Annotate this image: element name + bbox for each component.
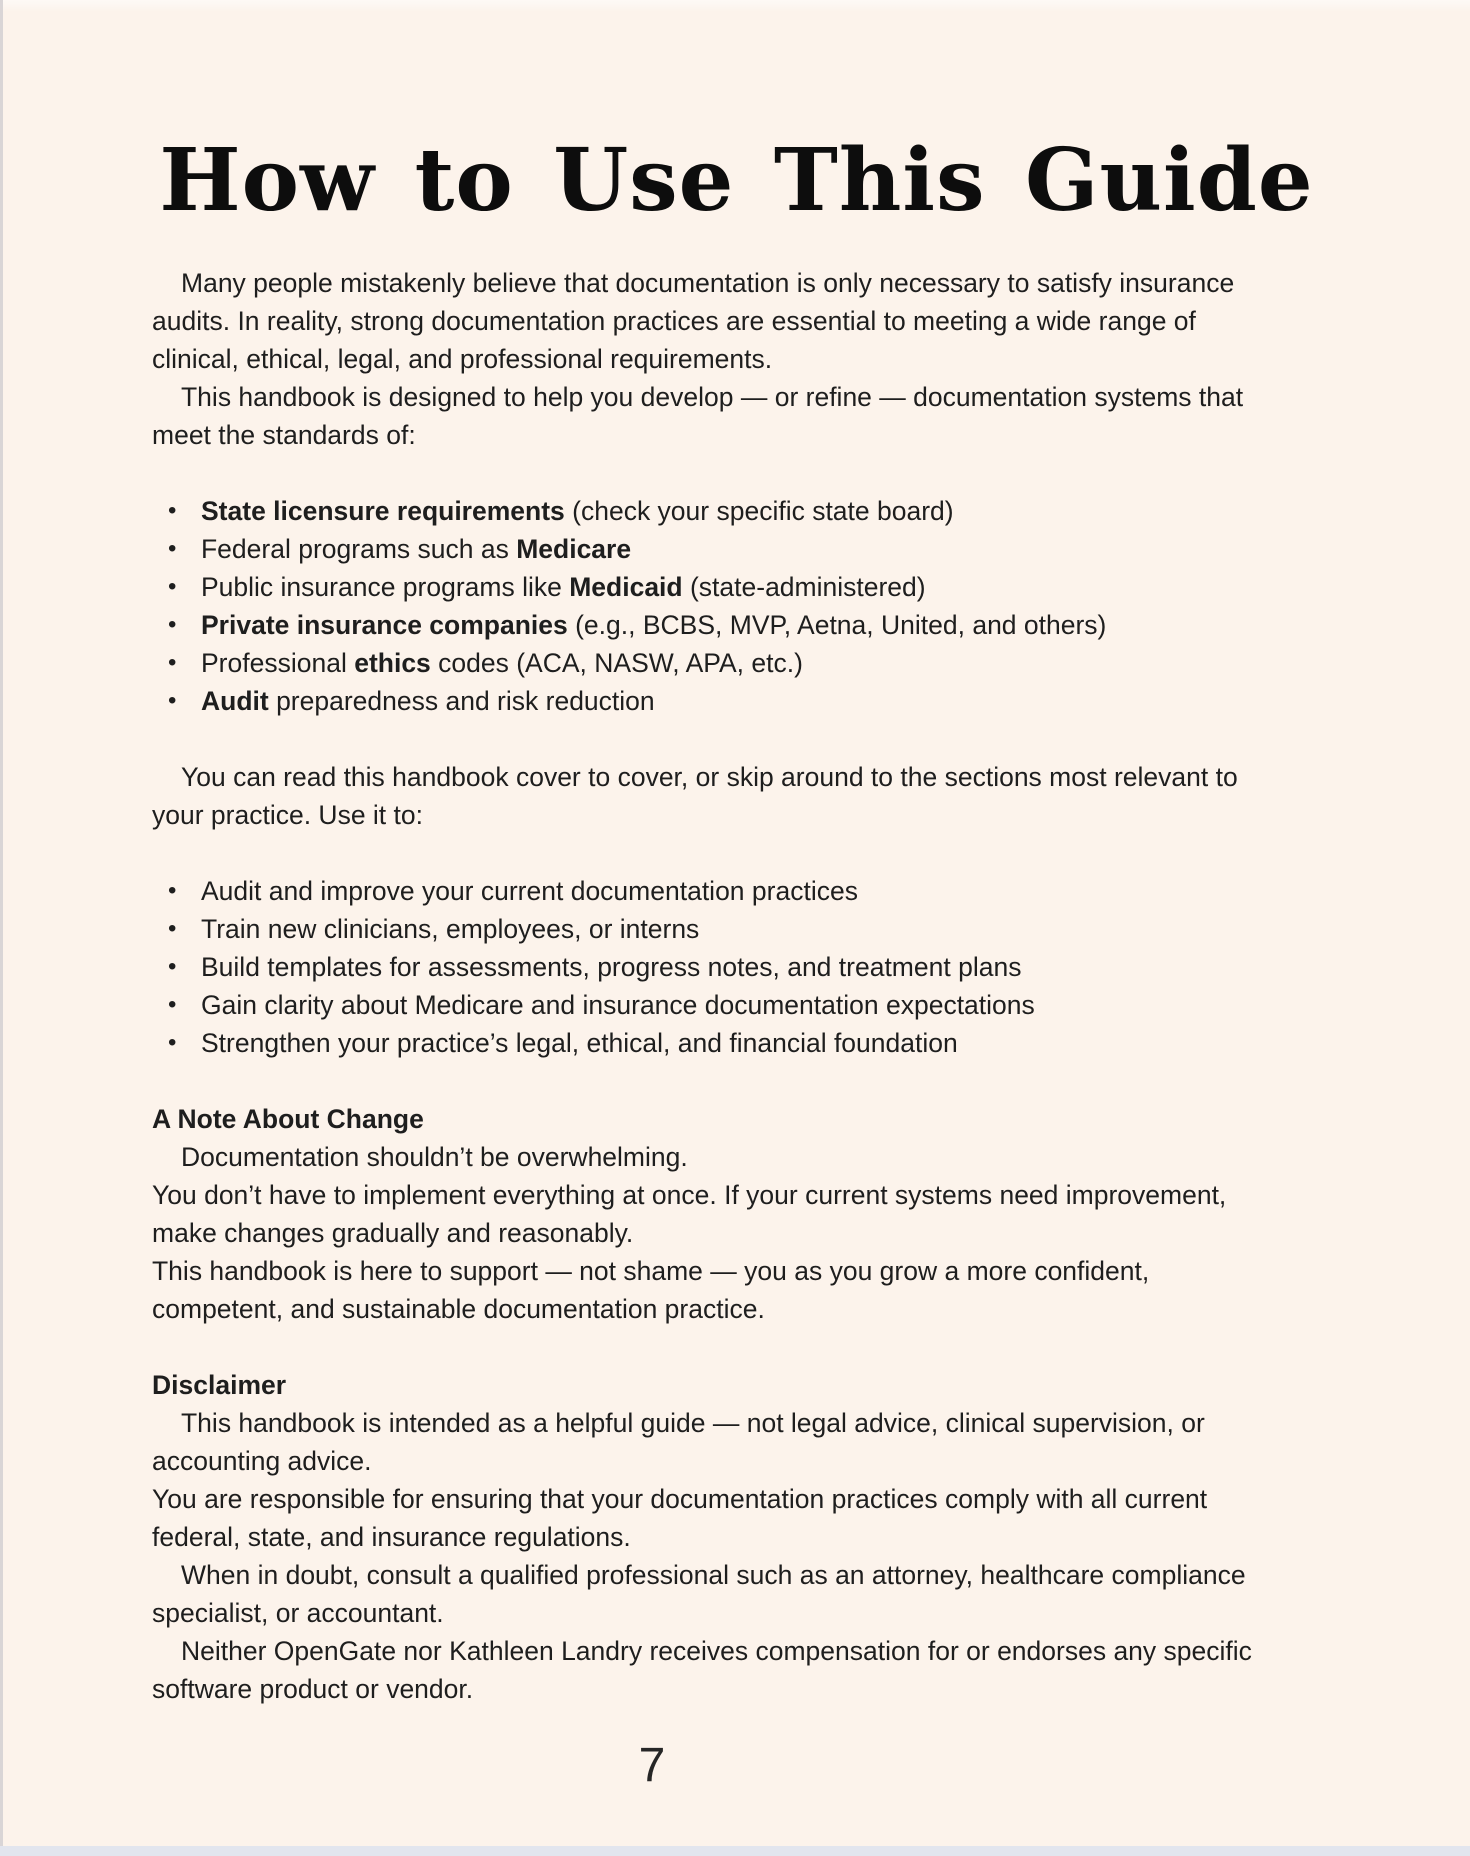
bullet-item: • Audit and improve your current documentation practices	[201, 872, 1280, 910]
bullet-item: • Professional ethics codes (ACA, NASW, APA, etc.)	[201, 644, 1280, 682]
paragraph: Neither OpenGate nor Kathleen Landry receives compensation for or endorses any specific software product or vendor.	[152, 1636, 1252, 1704]
note-about-change-heading: A Note About Change	[152, 1104, 424, 1134]
bullet-item: • Public insurance programs like Medicaid (state-administered)	[201, 568, 1280, 606]
bullet-item: • Train new clinicians, employees, or interns	[201, 910, 1280, 948]
viewer-bottom-strip	[0, 1846, 1470, 1856]
paragraph: This handbook is here to support — not shame — you as you grow a more confident, competent, and sustainable documentation practice.	[152, 1256, 1150, 1324]
intro-paragraph-2: This handbook is designed to help you develop — or refine — documentation systems that meet the standards of:	[152, 382, 1244, 450]
usage-list	[152, 872, 1280, 1062]
paragraph: You don’t have to implement everything at once. If your current systems need improvement, make changes gradually and reasonably.	[152, 1180, 1227, 1248]
bullet-item: • Build templates for assessments, progress notes, and treatment plans	[201, 948, 1280, 986]
paragraph: You are responsible for ensuring that your documentation practices comply with all current federal, state, and insurance regulations.	[152, 1484, 1208, 1552]
bullet-item: • Private insurance companies (e.g., BCBS, MVP, Aetna, United, and others)	[201, 606, 1280, 644]
page-number: 7	[638, 1739, 666, 1792]
bullet-item: • Federal programs such as Medicare	[201, 530, 1280, 568]
bullet-item: • Audit preparedness and risk reduction	[201, 682, 1280, 720]
disclaimer-paragraphs	[152, 1404, 1280, 1708]
page-title: How to Use This Guide	[159, 130, 1314, 231]
page-content	[152, 264, 1280, 1708]
standards-list	[152, 492, 1280, 720]
bullet-item: • Strengthen your practice’s legal, ethical, and financial foundation	[201, 1024, 1280, 1062]
disclaimer-heading: Disclaimer	[152, 1370, 287, 1400]
paragraph: This handbook is intended as a helpful guide — not legal advice, clinical supervision, or accounting advice.	[152, 1408, 1205, 1476]
paragraph: Documentation shouldn’t be overwhelming.	[181, 1142, 688, 1172]
intro-paragraph-1: Many people mistakenly believe that documentation is only necessary to satisfy insurance audits. In reality, strong documentation practices are essential to meeting a wide range of clinical, ethical, legal, and professional requirements.	[152, 268, 1235, 374]
usage-paragraph: You can read this handbook cover to cover, or skip around to the sections most relevant to your practice. Use it to:	[152, 762, 1238, 830]
paragraph: When in doubt, consult a qualified professional such as an attorney, healthcare compliance specialist, or accountant.	[152, 1560, 1246, 1628]
note-about-change-paragraphs	[152, 1138, 1280, 1328]
bullet-item: • Gain clarity about Medicare and insurance documentation expectations	[201, 986, 1280, 1024]
bullet-item: • State licensure requirements (check your specific state board)	[201, 492, 1280, 530]
